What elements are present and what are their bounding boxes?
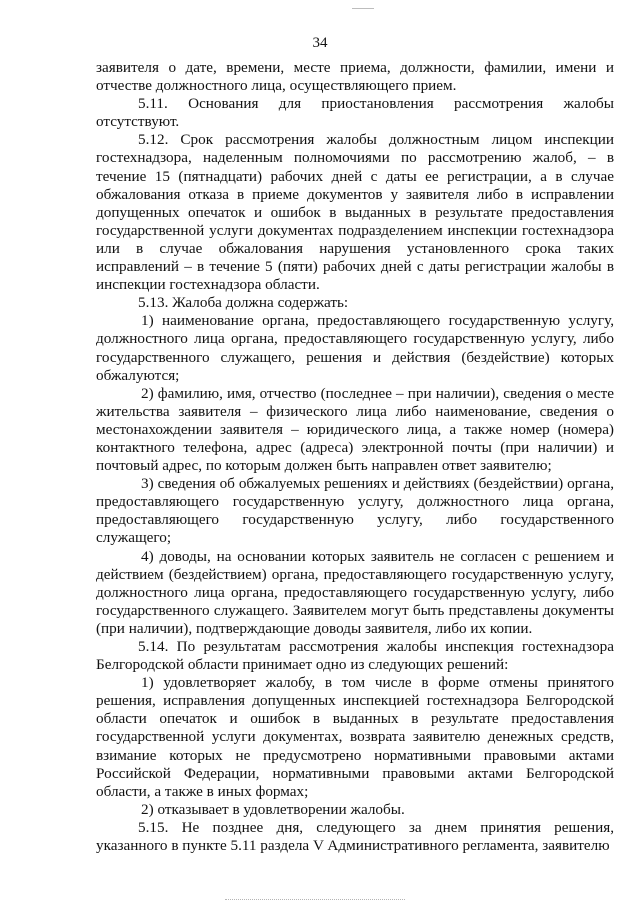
scan-artifact-bottom — [225, 899, 405, 901]
list-item-5-14-1: 1) удовлетворяет жалобу, в том числе в форме отмены принятого решения, исправления допущенных инспекцией гостехнадзора Белгородской области опечаток и ошибок в выданных в результате предоставления государственной услуги документах, возврата заявителю денежных средств, взимание которых не предусмотрено нормативными правовыми актами Российской Федерации, нормативными правовыми актами Белгородской области, а также в иных формах; — [96, 674, 614, 800]
paragraph-5-15: 5.15. Не позднее дня, следующего за днем принятия решения, указанного в пункте 5.11 раздела V Административного регламента, заявителю — [96, 818, 614, 855]
document-body — [96, 59, 614, 855]
paragraph-5-11: 5.11. Основания для приостановления рассмотрения жалобы отсутствуют. — [96, 95, 614, 131]
list-item-5-13-1: 1) наименование органа, предоставляющего государственную услугу, должностного лица органа, предоставляющего государственную услугу, либо государственного служащего, решения и действия (бездействие) которых обжалуются; — [96, 312, 614, 384]
paragraph-5-13: 5.13. Жалоба должна содержать: — [138, 294, 349, 312]
list-item-5-13-4: 4) доводы, на основании которых заявитель не согласен с решением и действием (бездействием) органа, предоставляющего государственную услугу, должностного лица органа, предоставляющего государственную услугу, либо государственного служащего. Заявителем могут быть представлены документы (при наличии), подтверждающие доводы заявителя, либо их копии. — [96, 547, 614, 637]
list-item-5-13-3: 3) сведения об обжалуемых решениях и действиях (бездействии) органа, предоставляющего государственную услугу, должностного лица органа, предоставляющего государственную услугу, либо государственного служащего; — [96, 475, 614, 547]
list-item-5-14-2: 2) отказывает в удовлетворении жалобы. — [141, 800, 405, 818]
paragraph-continuation: заявителя о дате, времени, месте приема, должности, фамилии, имени и отчестве должностного лица, осуществляющего прием. — [96, 59, 614, 95]
scan-artifact-top — [352, 8, 374, 9]
paragraph-5-12: 5.12. Срок рассмотрения жалобы должностным лицом инспекции гостехнадзора, наделенным полномочиями по рассмотрению жалоб, – в течение 15 (пятнадцати) рабочих дней с даты ее регистрации, а в случае обжалования отказа в приеме документов у заявителя либо в исправлении допущенных опечаток и ошибок в выданных в результате предоставления государственной услуги документах подразделением инспекции гостехнадзора или в случае обжалования нарушения установленного срока таких исправлений – в течение 5 (пяти) рабочих дней с даты регистрации жалобы в инспекции гостехнадзора области. — [96, 131, 614, 294]
list-item-5-13-2: 2) фамилию, имя, отчество (последнее – при наличии), сведения о месте жительства заявителя – физического лица либо наименование, сведения о местонахождении заявителя – юридического лица, а также номер (номера) контактного телефона, адрес (адреса) электронной почты (при наличии) и почтовый адрес, по которым должен быть направлен ответ заявителю; — [96, 384, 614, 475]
page-number: 34 — [312, 35, 328, 51]
paragraph-5-14: 5.14. По результатам рассмотрения жалобы инспекция гостехнадзора Белгородской области принимает одно из следующих решений: — [96, 638, 614, 674]
